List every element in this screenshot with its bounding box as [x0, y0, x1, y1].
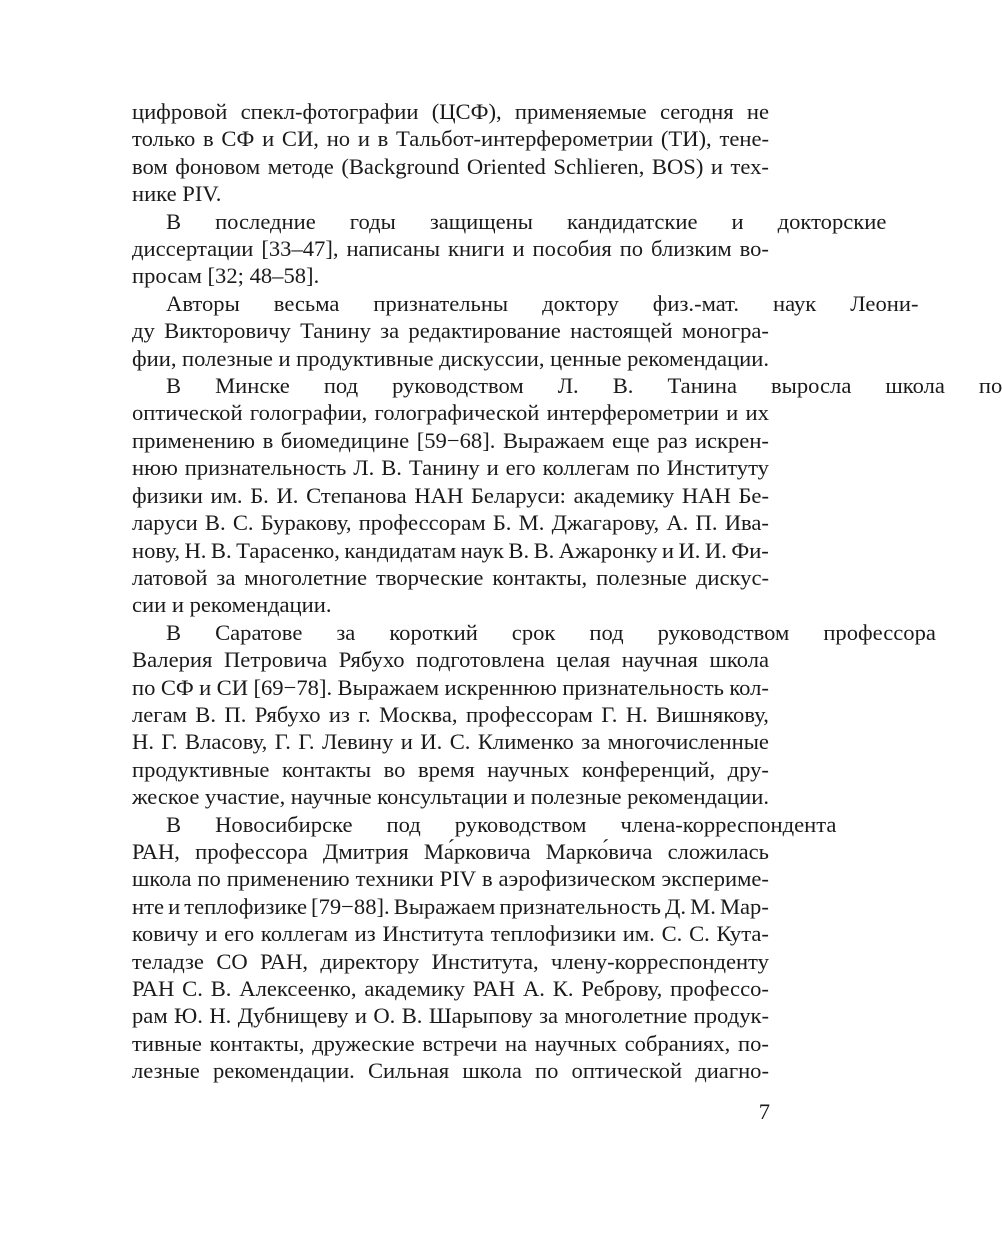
- text-line: В последние годы защищены кандидатские и докторские: [166, 208, 887, 234]
- body-text: [132, 98, 1002, 1085]
- text-line: РАН С. В. Алексеенко, академику РАН А. К. Реброву, профессо-: [132, 976, 769, 1001]
- page-number: 7: [758, 1099, 770, 1124]
- paragraph-continued: [132, 98, 769, 208]
- text-line: просам [32; 48–58].: [132, 263, 320, 289]
- text-line: В Саратове за короткий срок под руководством профессора: [166, 619, 936, 645]
- text-line: школа по применению техники PIV в аэрофизическом экспериме-: [132, 866, 769, 892]
- text-line: Н. Г. Власову, Г. Г. Левину и И. С. Клименко за многочисленные: [132, 729, 769, 755]
- text-line: только в СФ и СИ, но и в Тальбот-интерферометрии (ТИ), тене-: [132, 126, 769, 152]
- paragraph-minsk: [132, 372, 1002, 619]
- text-line: латовой за многолетние творческие контакты, полезные дискус-: [132, 564, 769, 590]
- text-line: тивные контакты, дружеские встречи на научных собраниях, по-: [132, 1030, 769, 1056]
- text-line: нте и теплофизике [79−88]. Выражаем признательность Д. М. Мар-: [132, 893, 769, 919]
- text-line: ковичу и его коллегам из Института теплофизики им. С. С. Кута-: [132, 921, 769, 947]
- text-line: легам В. П. Рябухо из г. Москва, профессорам Г. Н. Вишнякову,: [132, 701, 769, 727]
- text-line: теладзе СО РАН, директору Института, члену-корреспонденту: [132, 948, 769, 974]
- text-line: РАН, профессора Дмитрия Ма́рковича Марко́вича сложилась: [132, 838, 769, 864]
- text-line: лезные рекомендации. Сильная школа по оптической диагно-: [132, 1058, 769, 1084]
- text-line: оптической голографии, голографической интерферометрии и их: [132, 400, 769, 426]
- text-line: Валерия Петровича Рябухо подготовлена целая научная школа: [132, 647, 769, 673]
- text-line: вом фоновом методе (Background Oriented Schlieren, BOS) и тех-: [132, 153, 769, 179]
- paragraph-dissertations: [132, 208, 887, 290]
- text-line: В Новосибирске под руководством члена-корреспондента: [166, 811, 837, 837]
- text-line: диссертации [33–47], написаны книги и пособия по близким во-: [132, 236, 769, 262]
- text-line: нике PIV.: [132, 181, 222, 207]
- text-line: Авторы весьма признательны доктору физ.-мат. наук Леони-: [166, 290, 919, 316]
- paragraph-saratov: [132, 619, 936, 811]
- text-line: нову, Н. В. Тарасенко, кандидатам наук В. В. Ажаронку и И. И. Фи-: [132, 537, 769, 563]
- text-line: по СФ и СИ [69−78]. Выражаем искреннюю признательность кол-: [132, 674, 769, 700]
- text-line: нюю признательность Л. В. Танину и его коллегам по Институту: [132, 455, 769, 481]
- text-line: физики им. Б. И. Степанова НАН Беларуси: академику НАН Бе-: [132, 482, 769, 508]
- paragraph-novosibirsk: [132, 811, 837, 1085]
- text-line: сии и рекомендации.: [132, 592, 332, 618]
- paragraph-acknowledgement-tanin: [132, 290, 919, 372]
- text-line: В Минске под руководством Л. В. Танина выросла школа по: [166, 373, 1002, 399]
- text-line: продуктивные контакты во время научных конференций, дру-: [132, 756, 769, 782]
- text-line: ларуси В. С. Буракову, профессорам Б. М. Джагарову, А. П. Ива-: [132, 510, 769, 536]
- text-line: цифровой спекл-фотографии (ЦСФ), применяемые сегодня не: [132, 99, 769, 124]
- text-line: жеское участие, научные консультации и полезные рекомендации.: [132, 784, 769, 810]
- text-line: ду Викторовичу Танину за редактирование настоящей моногра-: [132, 318, 769, 344]
- text-line: рам Ю. Н. Дубнищеву и О. В. Шарыпову за многолетние продук-: [132, 1003, 769, 1029]
- text-line: фии, полезные и продуктивные дискуссии, ценные рекомендации.: [132, 345, 769, 371]
- text-line: применению в биомедицине [59−68]. Выражаем еще раз искрен-: [132, 427, 769, 453]
